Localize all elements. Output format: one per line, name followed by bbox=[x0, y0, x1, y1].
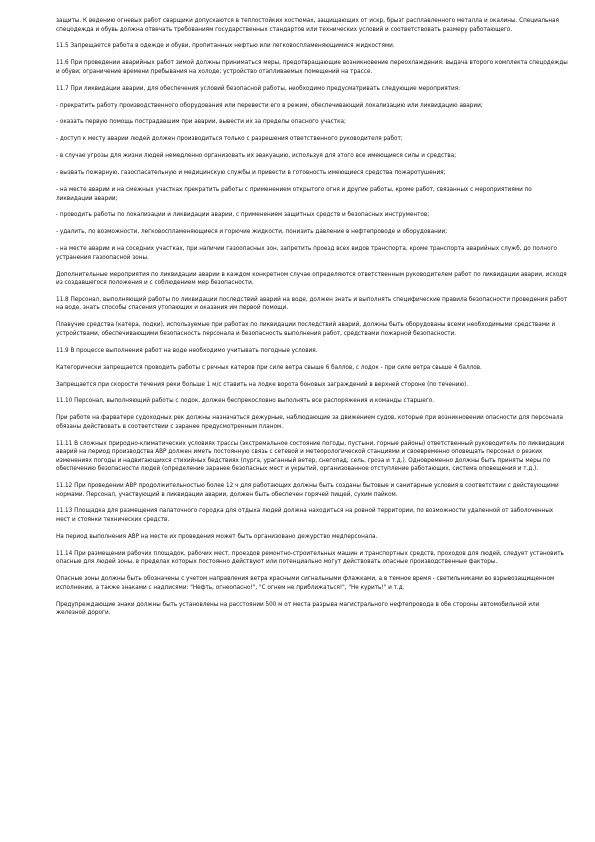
paragraph-floating-craft: Плавучие средства (катера, лодки), используемые при работах по ликвидации последствий аварий, должны быть оборудованы всеми необходимыми средствами и устройствами, обеспечивающими безопасность персонала и безопасность выполнения работ, средствами пожарной безопасности. bbox=[56, 322, 556, 337]
paragraph-protective-clothing: защиты. К ведению огневых работ сварщики допускаются в теплостойких костюмах, защищающих от искр, брызг расплавленного металла и окалины. Специальная спецодежда и обувь должна отвечать требованиям государственных стандартов или технических условий и соответствовать размеру работающего. bbox=[56, 18, 559, 33]
list-item-access: - доступ к месту аварии людей должен производиться только с разрешения ответственного руководителя работ; bbox=[56, 136, 403, 143]
paragraph-11-10: 11.10 Персонал, выполняющий работы с лодок, должен беспрекословно выполнять все распоряжения и команды старшего. bbox=[56, 398, 435, 405]
paragraph-11-6: 11.6 При проведении аварийных работ зимой должны приниматься меры, предотвращающие возникновение переохлаждения: выдача второго комплекта спецодежды и обуви; ограничение времени пребывания на холоде; устройство отапливаемых помещений на трассе. bbox=[56, 60, 568, 75]
list-item-call-services: - вызвать пожарную, газоспасательную и медицинскую службы и привести в готовность имеющиеся средства пожаротушения; bbox=[56, 170, 446, 177]
document-page bbox=[56, 17, 568, 626]
paragraph-11-11: 11.11 В сложных природно-климатических условиях трассы (экстремальное состояние погоды, пустыни, горные районы) ответственный руководитель по ликвидации аварий на период производства АВР должен иметь постоянную связь с сетевой и метеорологической станциями и своевременно оповещать персонал о резких изменениях погоды и надвигающихся стихийных бедствиях (пурга, ураганный ветер, снегопад, сель, гроза и т.д.). Одновременно должны быть приняты меры по обеспечению безопасности людей (определение заранее безопасных мест и укрытий, организованное отступление работающих, система оповещения и т.д.). bbox=[56, 440, 565, 473]
paragraph-danger-zones: Опасные зоны должны быть обозначены с учетом направления ветра красными сигнальными флажками, а в темное время - светильниками во взрывозащищенном исполнении, а также знаками с надписями: "Нефть, огнеопасно!", "С огнем не приближаться!", "Не курить!" и т.д. bbox=[56, 576, 555, 591]
paragraph-current-speed: Запрещается при скорости течения реки больше 1 м/с ставить на лодке ворота боновых заграждений в верхней стороне (по течению). bbox=[56, 381, 469, 388]
paragraph-11-5: 11.5 Запрещается работа в одежде и обуви, пропитанных нефтью или легковоспламеняющимися жидкостями. bbox=[56, 43, 395, 50]
paragraph-11-9: 11.9 В процессе выполнения работ на воде необходимо учитывать погодные условия. bbox=[56, 347, 318, 354]
list-item-traffic-ban: - на месте аварии и на соседних участках, при наличии газоопасных зон, запретить проезд всех видов транспорта, кроме транспорта аварийных служб, до полного устранения газоопасной зоны. bbox=[56, 246, 558, 261]
list-item-stop-equipment: - прекратить работу производственного оборудования или перевести его в режим, обеспечивающий локализацию или ликвидацию аварии; bbox=[56, 102, 483, 109]
paragraph-11-7: 11.7 При ликвидации аварии, для обеспечения условий безопасной работы, необходимо предусматривать следующие мероприятия: bbox=[56, 85, 461, 92]
paragraph-additional-measures: Дополнительные мероприятия по ликвидации аварии в каждом конкретном случае определяются ответственным руководителем работ по ликвидации аварии, исходя из создавшегося положения и с соблюдением мер безопасности. bbox=[56, 271, 567, 287]
list-item-remove-liquids: - удалить, по возможности, легковоспламеняющиеся и горючие жидкости, понизить давление в нефтепроводе и оборудовании; bbox=[56, 229, 448, 236]
list-item-evacuation: - в случае угрозы для жизни людей немедленно организовать их эвакуацию, используя для этого все имеющиеся силы и средства; bbox=[56, 153, 457, 160]
list-item-first-aid: - оказать первую помощь пострадавшим при аварии, вывести их за пределы опасного участка; bbox=[56, 119, 346, 126]
list-item-localization: - проводить работы по локализации и ликвидации аварии, с применением защитных средств и безопасных инструментов; bbox=[56, 212, 430, 219]
paragraph-medical-duty: На период выполнения АВР на месте их проведения может быть организовано дежурство медперсонала. bbox=[56, 533, 378, 540]
paragraph-11-13: 11.13 Площадка для размещения палаточного городка для отдыха людей должна находиться на ровной территории, по возможности удаленной от заболоченных мест и стоянки технических средств. bbox=[56, 508, 554, 523]
paragraph-warning-signs: Предупреждающие знаки должны быть установлены на расстоянии 500 м от места разрыва магистрального нефтепровода в обе стороны автомобильной или железной дороги. bbox=[56, 601, 540, 617]
paragraph-wind-limits: Категорически запрещается проводить работы с речных катеров при силе ветра свыше 6 баллов, с лодок - при силе ветра свыше 4 баллов. bbox=[56, 364, 482, 371]
list-item-stop-open-fire: - на месте аварии и на смежных участках прекратить работы с применением открытого огня и другие работы, кроме работ, связанных с мероприятиями по ликвидации аварии; bbox=[56, 187, 532, 202]
paragraph-11-12: 11.12 При проведении АВР продолжительностью более 12 ч для работающих должны быть созданы бытовые и санитарные условия в соответствии с действующими нормами. Персонал, участвующий в ликвидации аварии, должен быть обеспечен горячей пищей, сухим пайком. bbox=[56, 483, 559, 498]
paragraph-11-8: 11.8 Персонал, выполняющий работы по ликвидации последствий аварий на воде, должен знать и выполнять специфические правила безопасности проведения работ на воде, знать способы спасения утопающих и оказания им первой помощи. bbox=[56, 296, 567, 312]
paragraph-11-14: 11.14 При размещении рабочих площадок, рабочих мест, проездов ремонтно-строительных машин и транспортных средств, проходов для людей, следует установить опасные для людей зоны, в пределах которых постоянно действуют или потенциально могут действовать опасные производственные факторы. bbox=[56, 550, 564, 566]
paragraph-fairway-duty: При работе на фарватере судоходных рек должны назначаться дежурные, наблюдающие за движением судов, которые при возникновении опасности для персонала обязаны действовать в соответствии с заранее предусмотренным планом. bbox=[56, 415, 564, 430]
